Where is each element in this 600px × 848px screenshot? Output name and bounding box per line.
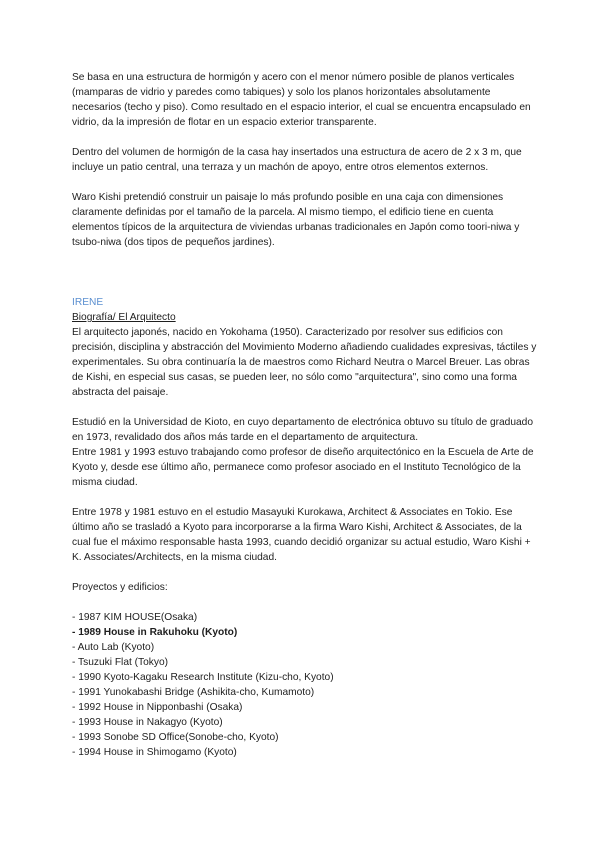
list-item: - 1994 House in Shimogamo (Kyoto)	[72, 747, 237, 758]
list-item: - 1992 House in Nipponbashi (Osaka)	[72, 702, 243, 713]
section-spacer	[72, 265, 542, 295]
bio-paragraph-2b: Entre 1981 y 1993 estuvo trabajando como profesor de diseño arquitectónico en la Escuela de Arte de Kyoto y, desde ese último año, permanece como profesor asociado en el Instituto Tecnológico de la misma ciudad.	[72, 447, 534, 488]
list-item: - 1990 Kyoto-Kagaku Research Institute (Kizu-cho, Kyoto)	[72, 672, 334, 683]
list-item: - Auto Lab (Kyoto)	[72, 642, 155, 653]
bio-paragraph-2a: Estudió en la Universidad de Kioto, en cuyo departamento de electrónica obtuvo su título de graduado en 1973, revalidado dos años más tarde en el departamento de arquitectura.	[72, 417, 534, 443]
section-subheading: Biografía/ El Arquitecto	[72, 312, 176, 323]
bio-paragraph-3: Entre 1978 y 1981 estuvo en el estudio Masayuki Kurokawa, Architect & Associates en Tokio. Ese último año se trasladó a Kyoto para incorporarse a la firma Waro Kishi, Architect & Associates, de la cual fue el máximo responsable hasta 1993, cuando decidió organizar su actual estudio, Waro Kishi + K. Associates/Architects, en la misma ciudad.	[72, 507, 531, 563]
intro-paragraph-3: Waro Kishi pretendió construir un paisaje lo más profundo posible en una caja con dimensiones claramente definidas por el tamaño de la parcela. Al mismo tiempo, el edificio tiene en cuenta elementos típicos de la arquitectura de viviendas urbanas tradicionales en Japón como toori-niwa y tsubo-niwa (dos tipos de pequeños jardines).	[72, 192, 520, 248]
projects-list	[72, 610, 542, 760]
list-item: - 1991 Yunokabashi Bridge (Ashikita-cho, Kumamoto)	[72, 687, 315, 698]
section-heading: IRENE	[72, 297, 104, 308]
list-item: - 1987 KIM HOUSE(Osaka)	[72, 612, 198, 623]
list-item: - 1989 House in Rakuhoku (Kyoto)	[72, 627, 238, 638]
intro-paragraph-2: Dentro del volumen de hormigón de la casa hay insertados una estructura de acero de 2 x 3 m, que incluye un patio central, una terraza y un machón de apoyo, entre otros elementos externos.	[72, 147, 522, 173]
projects-label: Proyectos y edificios:	[72, 582, 168, 593]
list-item: - 1993 Sonobe SD Office(Sonobe-cho, Kyoto)	[72, 732, 279, 743]
bio-paragraph-1: El arquitecto japonés, nacido en Yokohama (1950). Caracterizado por resolver sus edificios con precisión, disciplina y abstracción del Movimiento Moderno añadiendo cualidades expresivas, táctiles y experimentales. Su obra continuaría la de maestros como Richard Neutra o Marcel Breuer. Las obras de Kishi, en especial sus casas, se pueden leer, no sólo como "arquitectura", sino como una forma abstracta del paisaje.	[72, 327, 537, 398]
list-item: - 1993 House in Nakagyo (Kyoto)	[72, 717, 223, 728]
document-page	[72, 70, 542, 760]
intro-paragraph-1: Se basa en una estructura de hormigón y acero con el menor número posible de planos verticales (mamparas de vidrio y paredes como tabiques) y solo los planos horizontales absolutamente necesarios (techo y piso). Como resultado en el espacio interior, el cual se encuentra encapsulado en vidrio, da la impresión de flotar en un espacio exterior transparente.	[72, 72, 531, 128]
list-item: - Tsuzuki Flat (Tokyo)	[72, 657, 169, 668]
